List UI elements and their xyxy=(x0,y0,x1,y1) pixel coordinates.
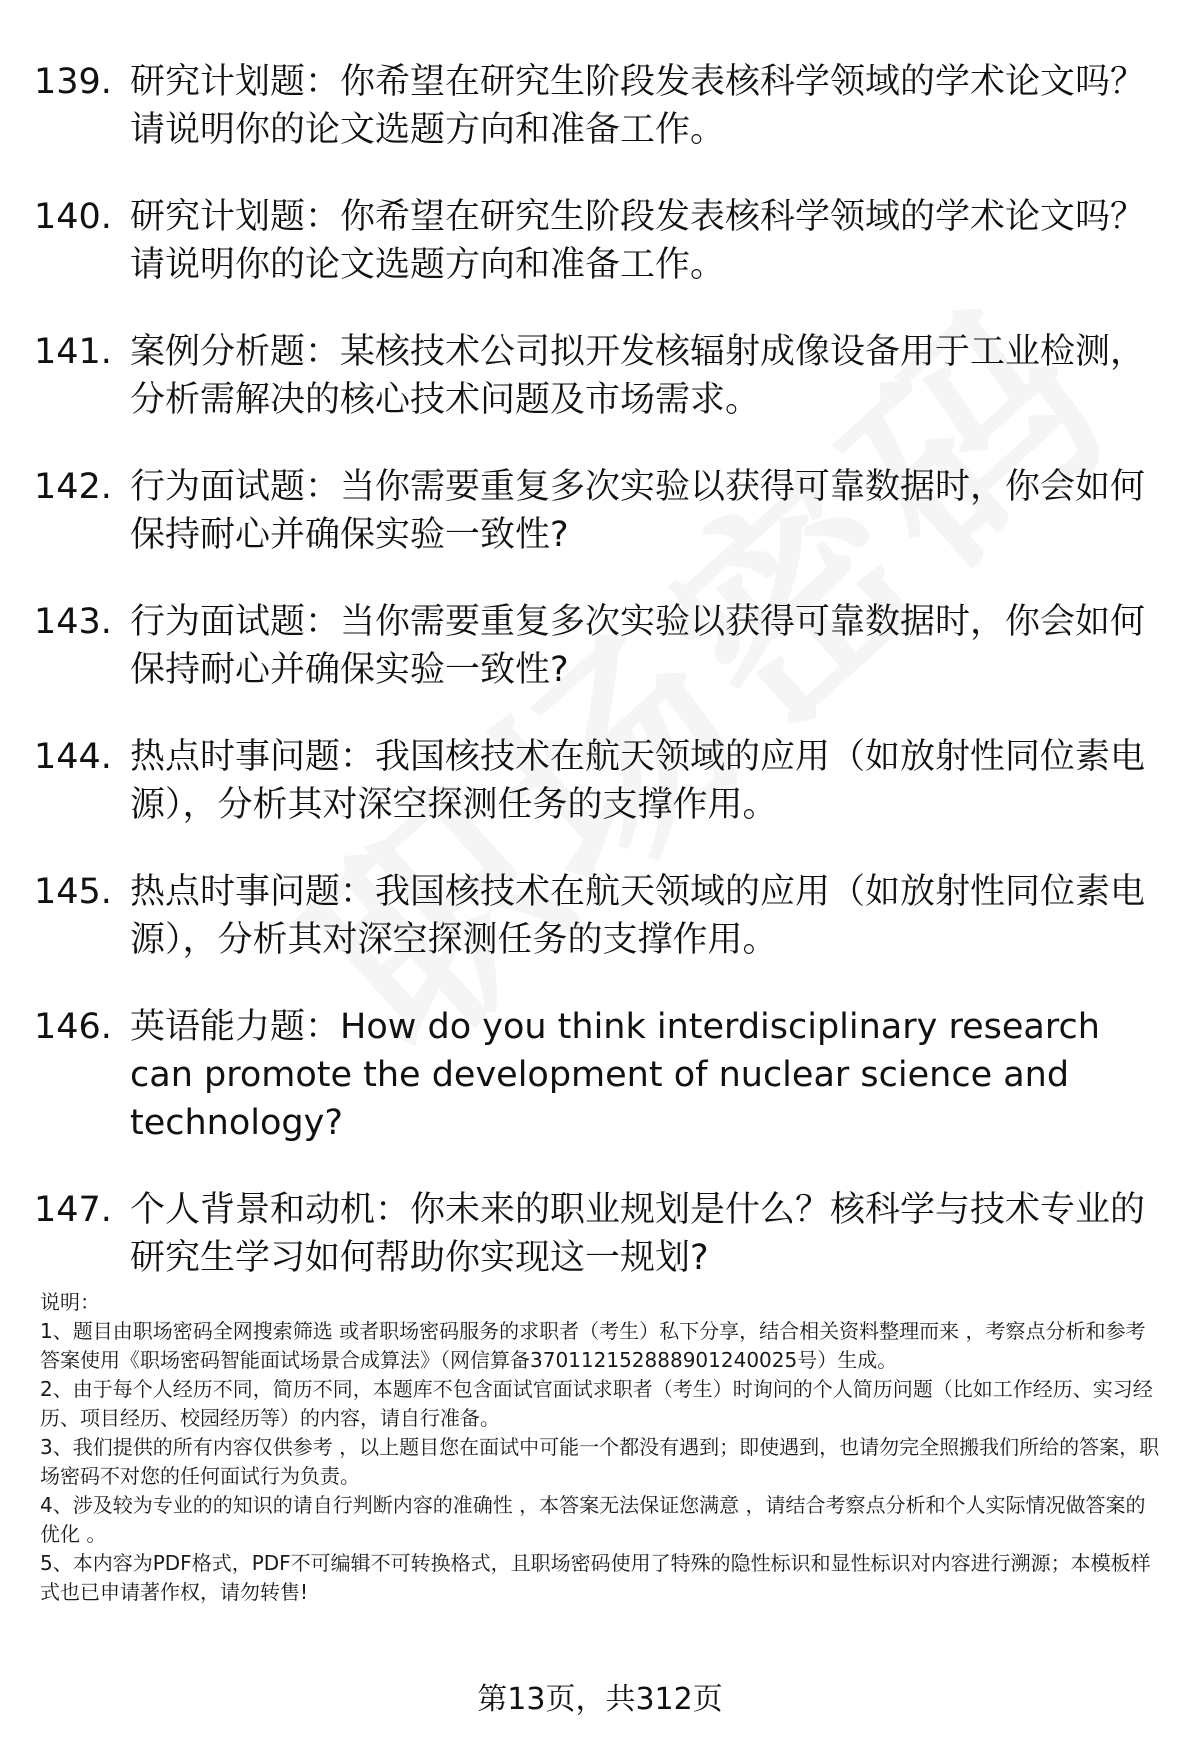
question-number: 141. xyxy=(34,332,112,372)
question-text: 热点时事问题：我国核技术在航天领域的应用（如放射性同位素电源），分析其对深空探测任务的支撑作用。 xyxy=(130,737,1146,825)
question-text: 个人背景和动机：你未来的职业规划是什么？核科学与技术专业的研究生学习如何帮助你实现这一规划? xyxy=(130,1190,1146,1278)
question-item xyxy=(34,58,1164,154)
question-number: 144. xyxy=(34,737,112,777)
notes-heading: 说明： xyxy=(40,1290,100,1314)
question-item xyxy=(34,733,1164,829)
question-text: 研究计划题：你希望在研究生阶段发表核科学领域的学术论文吗？请说明你的论文选题方向和准备工作。 xyxy=(130,62,1146,150)
question-number: 147. xyxy=(34,1190,112,1230)
question-text: 英语能力题：How do you think interdisciplinary research can promote the development of nuclear science and technology? xyxy=(130,1007,1100,1143)
notes-section xyxy=(40,1288,1160,1607)
question-item xyxy=(34,193,1164,289)
question-list xyxy=(34,58,1164,1321)
question-text: 案例分析题：某核技术公司拟开发核辐射成像设备用于工业检测，分析需解决的核心技术问题及市场需求。 xyxy=(130,332,1146,420)
question-item xyxy=(34,463,1164,559)
question-number: 146. xyxy=(34,1007,112,1047)
question-number: 143. xyxy=(34,602,112,642)
question-item xyxy=(34,1186,1164,1282)
page-number: 第13页，共312页 xyxy=(477,1682,723,1717)
question-item xyxy=(34,328,1164,424)
question-number: 145. xyxy=(34,872,112,912)
question-number: 139. xyxy=(34,62,112,102)
question-text: 研究计划题：你希望在研究生阶段发表核科学领域的学术论文吗？请说明你的论文选题方向和准备工作。 xyxy=(130,197,1146,285)
question-text: 行为面试题：当你需要重复多次实验以获得可靠数据时，你会如何保持耐心并确保实验一致性? xyxy=(130,467,1146,555)
note-item: 2、由于每个人经历不同，简历不同，本题库不包含面试官面试求职者（考生）时询问的个人简历问题（比如工作经历、实习经历、项目经历、校园经历等）的内容，请自行准备。 xyxy=(40,1377,1153,1430)
note-item: 4、涉及较为专业的的知识的请自行判断内容的准确性 ，本答案无法保证您满意 ，请结合考察点分析和个人实际情况做答案的优化 。 xyxy=(40,1493,1146,1546)
question-number: 140. xyxy=(34,197,112,237)
note-item: 1、题目由职场密码全网搜索筛选 或者职场密码服务的求职者（考生）私下分享，结合相关资料整理而来 ，考察点分析和参考答案使用《职场密码智能面试场景合成算法》（网信算备370112152888901240025号）生成。 xyxy=(40,1319,1146,1372)
note-item: 3、我们提供的所有内容仅供参考 ，以上题目您在面试中可能一个都没有遇到；即使遇到，也请勿完全照搬我们所给的答案，职场密码不对您的任何面试行为负责。 xyxy=(40,1435,1160,1488)
question-text: 行为面试题：当你需要重复多次实验以获得可靠数据时，你会如何保持耐心并确保实验一致性? xyxy=(130,602,1146,690)
question-item xyxy=(34,868,1164,964)
note-item: 5、本内容为PDF格式，PDF不可编辑不可转换格式，且职场密码使用了特殊的隐性标识和显性标识对内容进行溯源；本模板样式也已申请著作权，请勿转售! xyxy=(40,1551,1151,1604)
question-number: 142. xyxy=(34,467,112,507)
question-item xyxy=(34,598,1164,694)
question-item xyxy=(34,1003,1164,1147)
question-text: 热点时事问题：我国核技术在航天领域的应用（如放射性同位素电源），分析其对深空探测任务的支撑作用。 xyxy=(130,872,1146,960)
